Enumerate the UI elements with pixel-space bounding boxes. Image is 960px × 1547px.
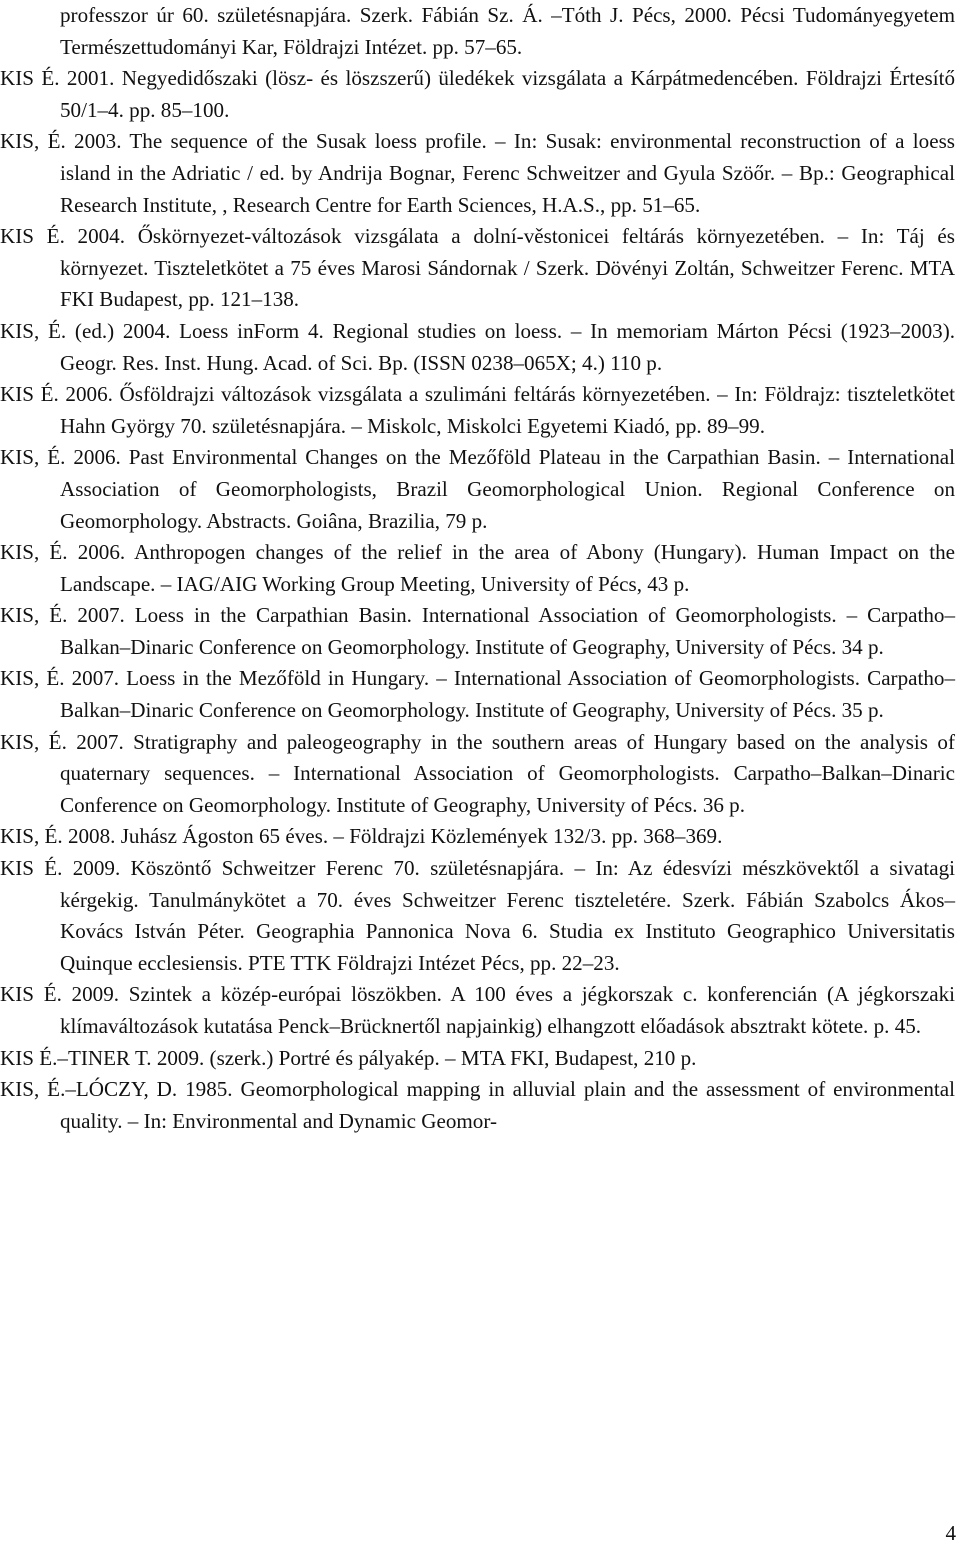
reference-entry: KIS, É. 2007. Loess in the Carpathian Basin. International Association of Geomorphologists. – Carpatho–Balkan–Dinaric Conference on Geomorphology. Institute of Geography, University of Pécs. 34 p. bbox=[0, 603, 955, 659]
reference-entry: KIS, É. 2007. Loess in the Mezőföld in Hungary. – International Association of Geomorphologists. Carpatho–Balkan–Dinaric Conference on Geomorphology. Institute of Geography, University of Pécs. 35 p. bbox=[0, 666, 955, 723]
reference-entry: KIS É.–TINER T. 2009. (szerk.) Portré és pályakép. – MTA FKI, Budapest, 210 p. bbox=[0, 1045, 697, 1070]
reference-entry: KIS, É. 2007. Stratigraphy and paleogeography in the southern areas of Hungary based on the analysis of quaternary sequences. – International Association of Geomorphologists. Carpatho–Balkan–Dinaric Conference on Geomorphology. Institute of Geography, University of Pécs. 36 p. bbox=[0, 729, 955, 817]
reference-entry: KIS É. 2006. Ősföldrajzi változások vizsgálata a szulimáni feltárás környezetében. – In: Földrajz: tiszteletkötet Hahn György 70. születésnapjára. – Miskolc, Miskolci Egyetemi Kiadó, pp. 89–99. bbox=[0, 382, 955, 438]
reference-entry: professzor úr 60. születésnapjára. Szerk. Fábián Sz. Á. –Tóth J. Pécs, 2000. Pécsi Tudományegyetem Természettudományi Kar, Földrajzi Intézet. pp. 57–65. bbox=[60, 3, 955, 59]
page-number: 4 bbox=[945, 1521, 956, 1545]
reference-entry: KIS É. 2004. Őskörnyezet-változások vizsgálata a dolní-věstonicei feltárás környezetében. – In: Táj és környezet. Tiszteletkötet a 75 éves Marosi Sándornak / Szerk. Dövényi Zoltán, Schweitzer Ferenc. MTA FKI Budapest, pp. 121–138. bbox=[0, 224, 955, 312]
reference-entry: KIS, É.–LÓCZY, D. 1985. Geomorphological mapping in alluvial plain and the assessment of environmental quality. – In: Environmental and Dynamic Geomor- bbox=[0, 1077, 955, 1133]
reference-entry: KIS É. 2009. Köszöntő Schweitzer Ferenc 70. születésnapjára. – In: Az édesvízi mészkövektől a sivatagi kérgekig. Tanulmánykötet a 70. éves Schweitzer Ferenc tiszteletére. Szerk. Fábián Szabolcs Ákos–Kovács István Péter. Geographia Pannonica Nova 6. Studia ex Instituto Geographico Universitatis Quinque ecclesiensis. PTE TTK Földrajzi Intézet Pécs, pp. 22–23. bbox=[0, 856, 955, 975]
reference-entry: KIS É. 2009. Szintek a közép-európai löszökben. A 100 éves a jégkorszak c. konferencián (A jégkorszaki klímaváltozások kutatása Penck–Brücknertől napjainkig) elhangzott előadások absztrakt kötete. p. 45. bbox=[0, 982, 955, 1038]
reference-entry: KIS, É. 2003. The sequence of the Susak loess profile. – In: Susak: environmental reconstruction of a loess island in the Adriatic / ed. by Andrija Bognar, Ferenc Schweitzer and Gyula Szöőr. – Bp.: Geographical Research Institute, , Research Centre for Earth Sciences, H.A.S., pp. 51–65. bbox=[0, 129, 955, 217]
reference-entry: KIS, É. (ed.) 2004. Loess inForm 4. Regional studies on loess. – In memoriam Márton Pécsi (1923–2003). Geogr. Res. Inst. Hung. Acad. of Sci. Bp. (ISSN 0238–065X; 4.) 110 p. bbox=[0, 318, 955, 375]
reference-entry: KIS, É. 2006. Past Environmental Changes on the Mezőföld Plateau in the Carpathian Basin. – International Association of Geomorphologists, Brazil Geomorphological Union. Regional Conference on Geomorphology. Abstracts. Goiâna, Brazilia, 79 p. bbox=[0, 445, 955, 533]
reference-entry: KIS, É. 2006. Anthropogen changes of the relief in the area of Abony (Hungary). Human Impact on the Landscape. – IAG/AIG Working Group Meeting, University of Pécs, 43 p. bbox=[0, 540, 955, 596]
reference-entry: KIS, É. 2008. Juhász Ágoston 65 éves. – Földrajzi Közlemények 132/3. pp. 368–369. bbox=[0, 824, 723, 849]
reference-entry: KIS É. 2001. Negyedidőszaki (lösz- és löszszerű) üledékek vizsgálata a Kárpátmedencében. Földrajzi Értesítő 50/1–4. pp. 85–100. bbox=[0, 66, 955, 122]
